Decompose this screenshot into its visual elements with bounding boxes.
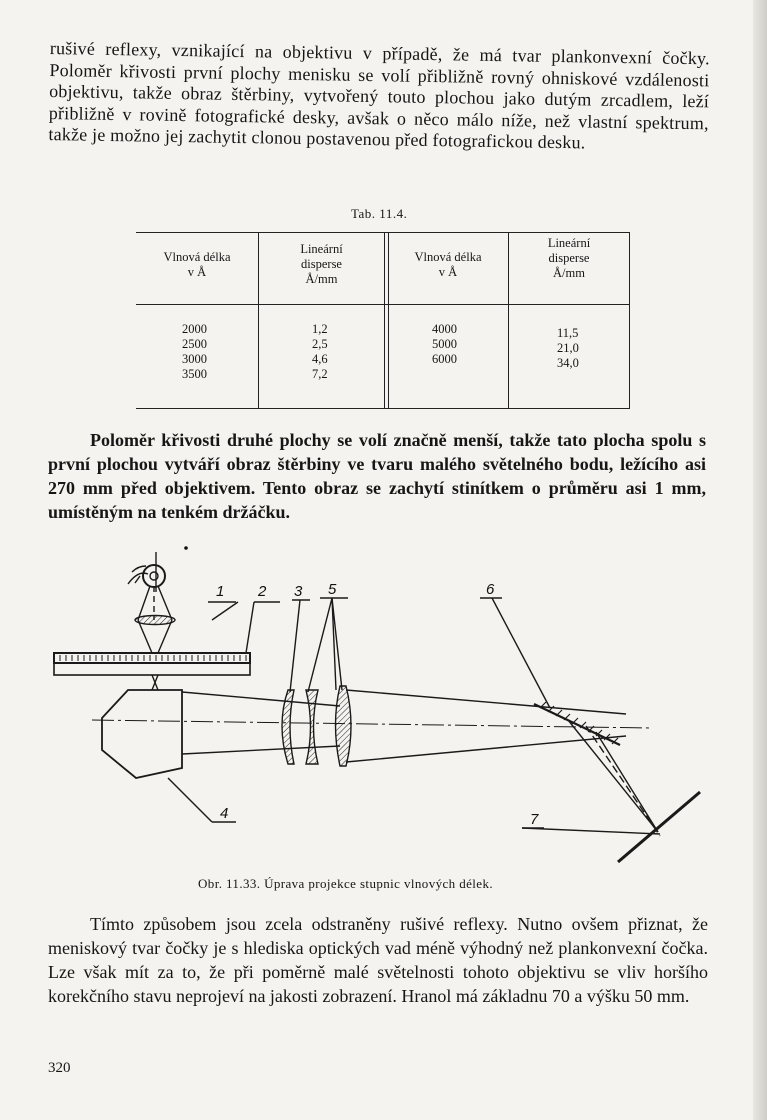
header-dispersion-line2: disperse: [548, 251, 590, 265]
column-right-wavelength: [432, 322, 457, 367]
label-4: 4: [220, 805, 229, 822]
table-cell: 2,5: [312, 337, 328, 351]
column-right-dispersion: [557, 326, 579, 371]
label-6: 6: [486, 581, 495, 598]
label-2: 2: [258, 583, 267, 600]
page-edge: [753, 0, 767, 1120]
scale-plate: [54, 653, 250, 675]
table-bottom-rule: [136, 408, 630, 409]
table-cell: 3500: [182, 367, 207, 381]
table-cell: 2500: [182, 337, 207, 351]
header-wavelength-right: [388, 250, 508, 280]
header-wavelength-line2: v Å: [187, 265, 207, 279]
paragraph-1: rušivé reflexy, vznikající na objektivu v případě, že má tvar plankonvexní čočky. Poloměr křivosti první plochy menisku se volí přibližně rovný ohniskové vzdálenosti objektivu, takže obraz štěrbiny, vytvořený touto plochou jako dutým zrcadlem, leží přibližně v rovině fotografické desky, avšak o něco málo níže, než vlastní spektrum, takže je možno jej zachytit clonou postavenou před fotografickou desku.: [48, 38, 710, 153]
label-3: 3: [294, 583, 303, 600]
label-1: 1: [216, 583, 225, 600]
figure-caption: Obr. 11.33. Úprava projekce stupnic vlnových délek.: [198, 876, 494, 891]
page-number: 320: [48, 1060, 71, 1076]
table-cell: 11,5: [557, 326, 579, 340]
header-dispersion-line1: Lineární: [547, 236, 591, 250]
header-dispersion-left: [259, 242, 384, 287]
table-right-edge: [629, 232, 630, 408]
lamp-icon: [128, 552, 165, 592]
header-dispersion-line3: Å/mm: [305, 272, 338, 286]
paragraph-3: [48, 912, 708, 1008]
table-cell: 1,2: [312, 322, 328, 336]
header-wavelength-line1: Vlnová délka: [163, 250, 231, 264]
label-5: 5: [328, 581, 337, 598]
wavelength-table: [136, 232, 630, 410]
table-cell: 34,0: [557, 356, 579, 370]
meniscus-lens-3: [336, 686, 352, 766]
header-dispersion-line2: disperse: [301, 257, 342, 271]
table-caption: Tab. 11.4.: [351, 206, 408, 221]
table-top-rule: [136, 232, 630, 233]
table-cell: 6000: [432, 352, 457, 366]
paragraph-2-text: Poloměr křivosti druhé plochy se volí značně menší, takže tato plocha spolu s první plochou vytváří obraz štěrbiny ve tvaru malého světelného bodu, ležícího asi 270 mm před objektivem. Tento obraz se zachytí stinítkem o průměru asi 1 mm, umístěným na tenkém držáčku.: [48, 430, 706, 522]
table-cell: 21,0: [557, 341, 579, 355]
table-cell: 5000: [432, 337, 457, 351]
optical-diagram: [40, 540, 720, 870]
column-left-wavelength: [182, 322, 207, 382]
photographic-plate: [618, 792, 700, 862]
column-left-dispersion: [312, 322, 328, 382]
label-7: 7: [530, 811, 539, 828]
header-dispersion-line1: Lineární: [300, 242, 343, 256]
table-header-rule: [136, 304, 630, 305]
ink-dot: [184, 546, 188, 550]
header-wavelength-line2: v Å: [438, 265, 458, 279]
table-cell: 7,2: [312, 367, 328, 381]
header-dispersion-line3: Å/mm: [553, 266, 585, 280]
table-cell: 4000: [432, 322, 457, 336]
condenser-lens: [135, 616, 175, 625]
paragraph-2: [48, 428, 706, 524]
paragraph-3-text: Tímto způsobem jsou zcela odstraněny rušivé reflexy. Nutno ovšem přiznat, že meniskový tvar čočky je s hlediska optických vad méně výhodný než plankonvexní čočka. Lze však mít za to, že při poměrně malé světelnosti tohoto objektivu se vliv horšího korekčního stavu neprojeví na jakosti zobrazení. Hranol má základnu 70 a výšku 50 mm.: [48, 914, 708, 1006]
header-wavelength-left: [136, 250, 258, 280]
table-cell: 2000: [182, 322, 207, 336]
header-wavelength-line1: Vlnová délka: [414, 250, 482, 264]
meniscus-lens-2: [306, 690, 318, 764]
prism: [102, 690, 182, 778]
table-cell: 3000: [182, 352, 207, 366]
table-cell: 4,6: [312, 352, 328, 366]
header-dispersion-right: [509, 236, 629, 281]
